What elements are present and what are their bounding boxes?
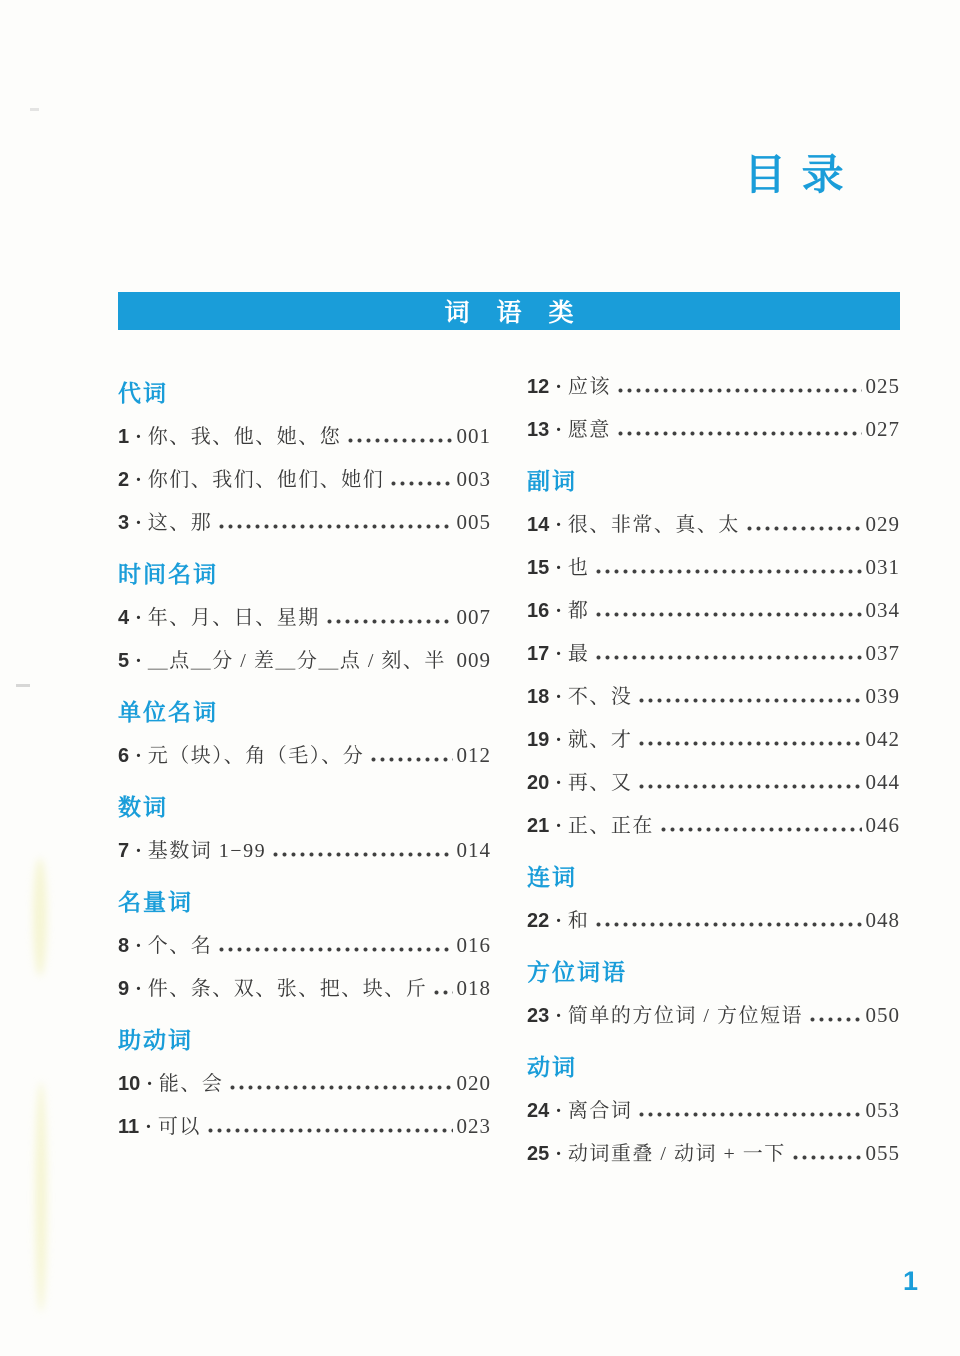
entry-separator: · [135, 426, 142, 448]
entry-page-number: 020 [456, 1071, 491, 1095]
entry-separator: · [135, 978, 142, 1000]
scan-smudge [33, 858, 47, 976]
entry-title: 不、没 [567, 686, 633, 708]
entry-separator: · [555, 1005, 562, 1027]
entry-page-number: 055 [865, 1141, 900, 1165]
dot-leader [341, 429, 456, 449]
entry-number: 6 [118, 745, 130, 767]
section-heading: 副词 [527, 469, 577, 494]
scan-smudge [35, 1082, 47, 1312]
entry-title: 基数词 1−99 [147, 840, 267, 862]
entry-separator: · [555, 686, 562, 708]
toc-entry [118, 648, 491, 673]
entry-page-number: 009 [456, 648, 491, 672]
dot-leader [212, 938, 456, 958]
toc-entry [527, 908, 900, 933]
toc-entry [527, 512, 900, 537]
entry-page-number: 039 [865, 684, 900, 708]
section-heading: 连词 [527, 865, 577, 890]
section-heading: 单位名词 [118, 700, 218, 725]
entry-separator: · [555, 643, 562, 665]
toc-entry [527, 374, 900, 399]
entry-number: 19 [527, 729, 550, 751]
entry-page-number: 014 [456, 838, 491, 862]
section-heading: 动词 [527, 1055, 577, 1080]
entry-page-number: 003 [456, 467, 491, 491]
entry-page-number: 018 [456, 976, 491, 1000]
dot-leader [654, 818, 866, 838]
entry-separator: · [555, 600, 562, 622]
dot-leader [632, 689, 865, 709]
dot-leader [201, 1119, 457, 1139]
entry-number: 3 [118, 512, 130, 534]
entry-number: 21 [527, 815, 550, 837]
entry-page-number: 034 [865, 598, 900, 622]
toc-entry [118, 467, 491, 492]
toc-entry [527, 417, 900, 442]
entry-page-number: 007 [456, 605, 491, 629]
entry-separator: · [135, 745, 142, 767]
toc-entry [527, 727, 900, 752]
section-heading: 助动词 [118, 1028, 193, 1053]
entry-title: 很、非常、真、太 [567, 514, 740, 536]
scan-artifact [16, 684, 30, 687]
dot-leader [740, 517, 866, 537]
section-heading: 方位词语 [527, 960, 627, 985]
entry-title: 再、又 [567, 772, 633, 794]
entry-separator: · [146, 1073, 153, 1095]
entry-number: 13 [527, 419, 550, 441]
toc-entry [527, 641, 900, 666]
entry-title: 能、会 [158, 1073, 224, 1095]
entry-separator: · [555, 910, 562, 932]
entry-title: 元（块）、角（毛）、分 [147, 745, 365, 767]
section-heading: 名量词 [118, 890, 193, 915]
entry-separator: · [145, 1116, 152, 1138]
toc-entry [527, 684, 900, 709]
toc-entry [527, 598, 900, 623]
entry-number: 9 [118, 978, 130, 1000]
toc-entry [118, 933, 491, 958]
toc-entry [118, 510, 491, 535]
toc-entry [118, 976, 491, 1001]
entry-page-number: 050 [865, 1003, 900, 1027]
toc-entry [527, 1098, 900, 1123]
dot-leader [632, 732, 865, 752]
dot-leader [632, 775, 865, 795]
entry-title: ＿点＿分 / 差＿分＿点 / 刻、半 [147, 650, 446, 672]
dot-leader [364, 748, 456, 768]
entry-title: 你们、我们、他们、她们 [147, 469, 385, 491]
entry-separator: · [135, 935, 142, 957]
entry-page-number: 037 [865, 641, 900, 665]
entry-separator: · [555, 815, 562, 837]
scan-artifact [30, 108, 39, 111]
section-heading: 代词 [118, 381, 168, 406]
entry-page-number: 012 [456, 743, 491, 767]
entry-title: 和 [567, 910, 590, 932]
entry-number: 7 [118, 840, 130, 862]
dot-leader [589, 560, 865, 580]
entry-title: 件、条、双、张、把、块、斤 [147, 978, 428, 1000]
entry-separator: · [135, 650, 142, 672]
dot-leader [611, 422, 866, 442]
entry-number: 10 [118, 1073, 141, 1095]
dot-leader [384, 472, 456, 492]
entry-separator: · [555, 1143, 562, 1165]
entry-separator: · [555, 376, 562, 398]
entry-number: 20 [527, 772, 550, 794]
entry-title: 年、月、日、星期 [147, 607, 320, 629]
entry-title: 正、正在 [567, 815, 654, 837]
entry-separator: · [555, 514, 562, 536]
entry-number: 11 [118, 1116, 140, 1138]
toc-entry [527, 813, 900, 838]
entry-number: 4 [118, 607, 130, 629]
page-title: 目 录 [744, 151, 846, 198]
entry-page-number: 048 [865, 908, 900, 932]
category-bar-label: 词 语 类 [444, 299, 584, 327]
dot-leader [320, 610, 457, 630]
entry-page-number: 053 [865, 1098, 900, 1122]
entry-number: 24 [527, 1100, 550, 1122]
entry-separator: · [555, 772, 562, 794]
entry-number: 15 [527, 557, 550, 579]
entry-page-number: 046 [865, 813, 900, 837]
toc-column-left [118, 381, 491, 1157]
entry-page-number: 001 [456, 424, 491, 448]
entry-title: 你、我、他、她、您 [147, 426, 342, 448]
folio-page-number: 1 [903, 1266, 919, 1296]
toc-entry [527, 770, 900, 795]
dot-leader [589, 603, 865, 623]
entry-title: 个、名 [147, 935, 213, 957]
dot-leader [223, 1076, 456, 1096]
entry-title: 都 [567, 600, 590, 622]
entry-number: 18 [527, 686, 550, 708]
entry-separator: · [135, 469, 142, 491]
entry-page-number: 016 [456, 933, 491, 957]
dot-leader [786, 1146, 866, 1166]
entry-number: 14 [527, 514, 550, 536]
dot-leader [632, 1103, 865, 1123]
toc-entry [118, 1114, 491, 1139]
toc-entry [527, 1141, 900, 1166]
entry-title: 就、才 [567, 729, 633, 751]
toc-entry [118, 838, 491, 863]
dot-leader [266, 843, 456, 863]
entry-title: 动词重叠 / 动词 + 一下 [567, 1143, 786, 1165]
entry-separator: · [555, 729, 562, 751]
entry-title: 愿意 [567, 419, 611, 441]
toc-entry [527, 1003, 900, 1028]
dot-leader [803, 1008, 866, 1028]
dot-leader [427, 981, 456, 1001]
toc-entry [118, 1071, 491, 1096]
entry-number: 22 [527, 910, 550, 932]
entry-number: 2 [118, 469, 130, 491]
section-heading: 时间名词 [118, 562, 218, 587]
entry-separator: · [135, 512, 142, 534]
entry-number: 5 [118, 650, 130, 672]
dot-leader [611, 379, 866, 399]
entry-page-number: 025 [865, 374, 900, 398]
toc-column-right [527, 374, 900, 1184]
entry-number: 25 [527, 1143, 550, 1165]
entry-title: 最 [567, 643, 590, 665]
entry-page-number: 023 [456, 1114, 491, 1138]
entry-separator: · [555, 557, 562, 579]
toc-entry [118, 605, 491, 630]
section-heading: 数词 [118, 795, 168, 820]
toc-entry [527, 555, 900, 580]
entry-title: 也 [567, 557, 590, 579]
toc-entry [118, 743, 491, 768]
entry-number: 16 [527, 600, 550, 622]
entry-separator: · [555, 1100, 562, 1122]
dot-leader [446, 653, 457, 673]
dot-leader [589, 646, 865, 666]
entry-number: 1 [118, 426, 130, 448]
entry-separator: · [555, 419, 562, 441]
entry-title: 可以 [157, 1116, 201, 1138]
entry-title: 离合词 [567, 1100, 633, 1122]
toc-entry [118, 424, 491, 449]
entry-page-number: 042 [865, 727, 900, 751]
entry-separator: · [135, 840, 142, 862]
entry-title: 简单的方位词 / 方位短语 [567, 1005, 803, 1027]
entry-page-number: 005 [456, 510, 491, 534]
entry-title: 这、那 [147, 512, 213, 534]
entry-title: 应该 [567, 376, 611, 398]
dot-leader [212, 515, 456, 535]
entry-page-number: 044 [865, 770, 900, 794]
entry-separator: · [135, 607, 142, 629]
entry-number: 8 [118, 935, 130, 957]
entry-page-number: 027 [865, 417, 900, 441]
entry-number: 23 [527, 1005, 550, 1027]
entry-number: 17 [527, 643, 550, 665]
entry-page-number: 029 [865, 512, 900, 536]
entry-number: 12 [527, 376, 550, 398]
dot-leader [589, 913, 865, 933]
category-bar [118, 292, 900, 330]
entry-page-number: 031 [865, 555, 900, 579]
